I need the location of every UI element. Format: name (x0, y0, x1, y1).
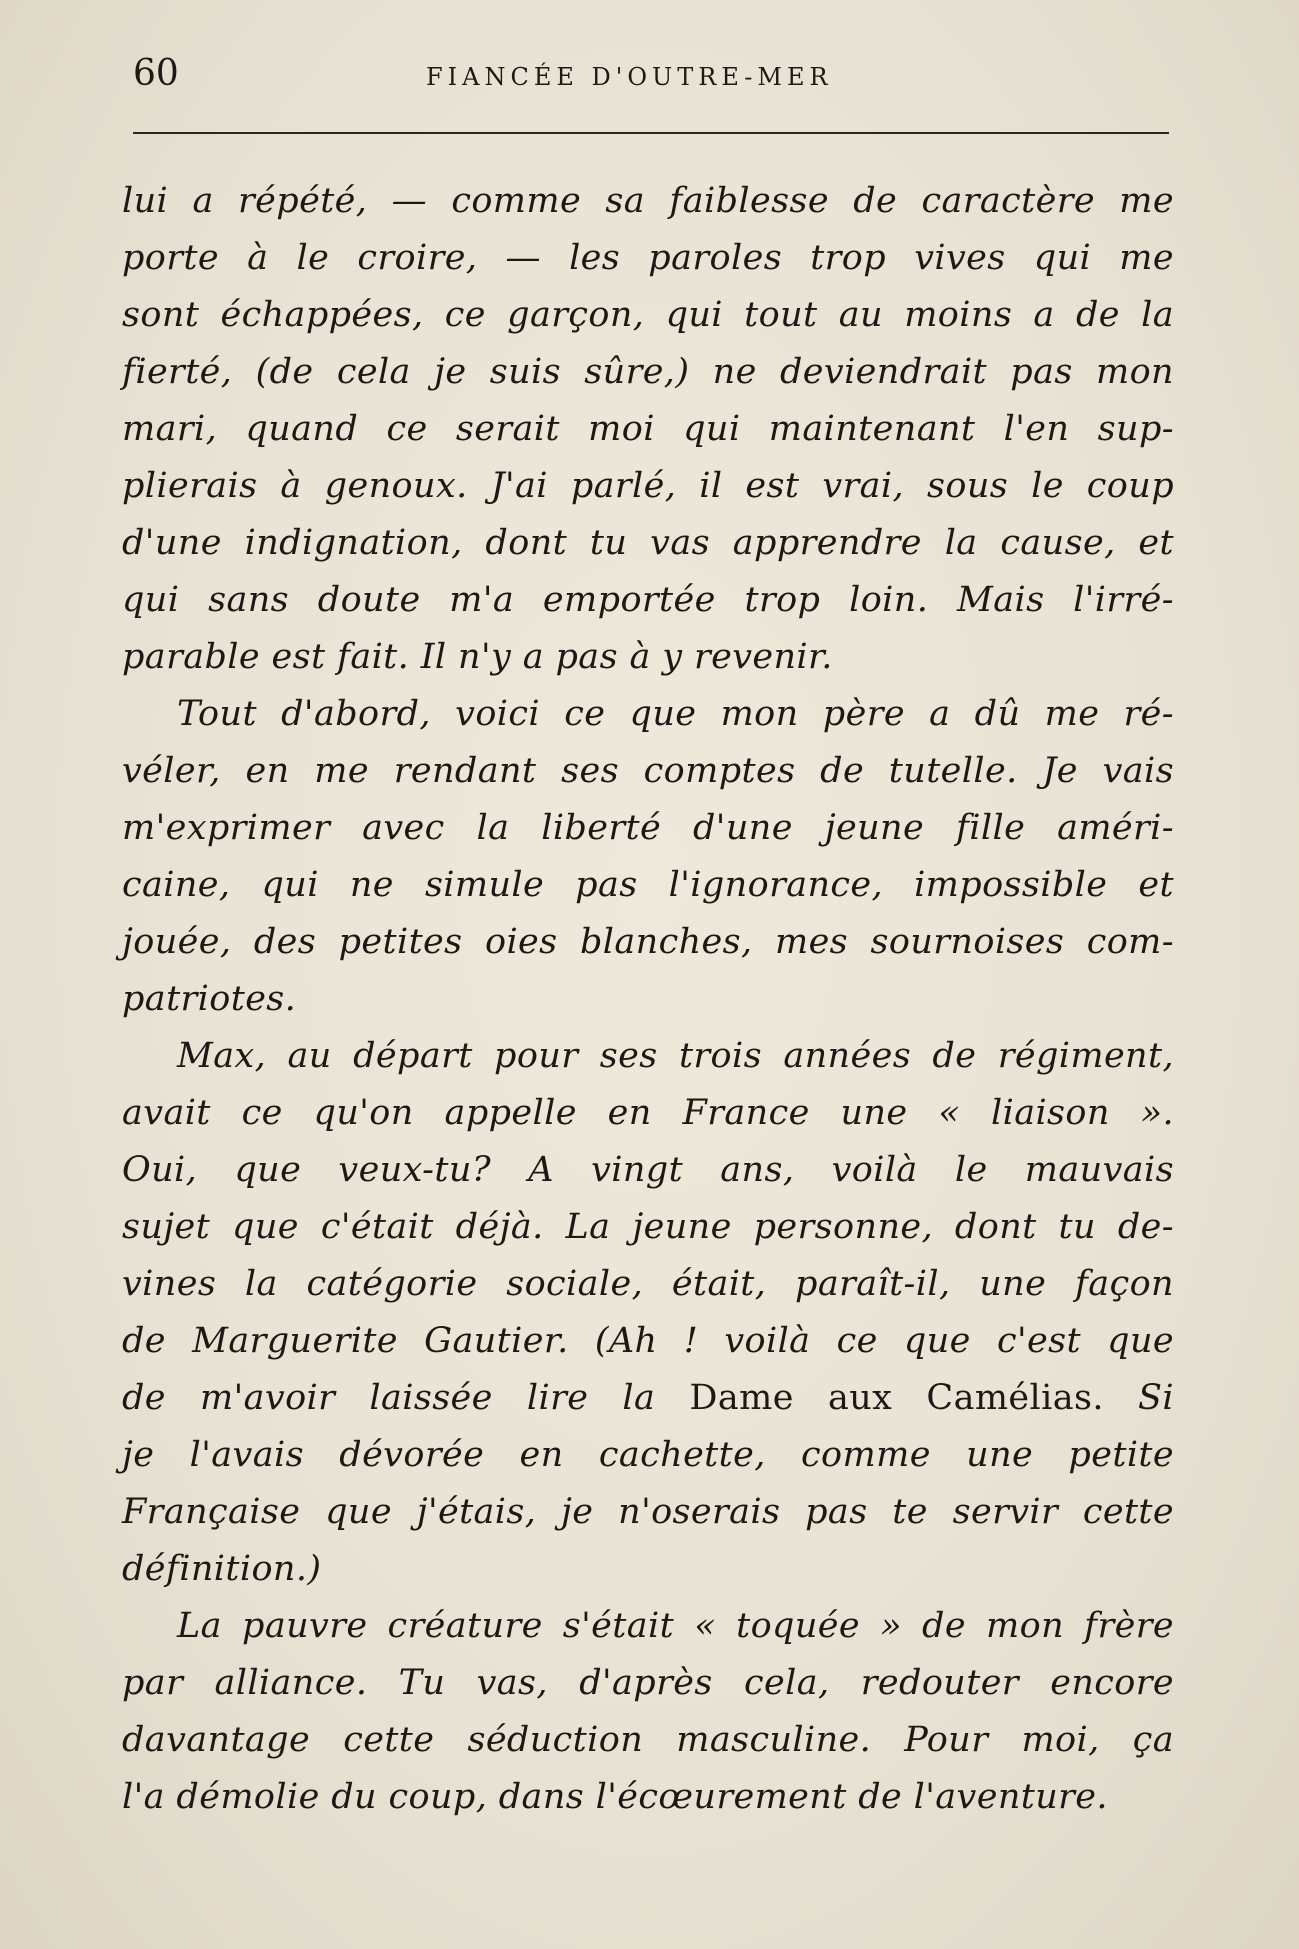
text-line: sont échappées, ce garçon, qui tout au moins a de la (122, 295, 1174, 335)
text-line: m'exprimer avec la liberté d'une jeune fille améri- (122, 808, 1174, 848)
text-line: avait ce qu'on appelle en France une « liaison ». (122, 1093, 1174, 1133)
page-header (130, 48, 1170, 108)
book-title-roman: Dame aux Camélias. (689, 1378, 1104, 1418)
text-line: Max, au départ pour ses trois années de régiment, (177, 1036, 1174, 1076)
text-line: plierais à genoux. J'ai parlé, il est vrai, sous le coup (122, 466, 1174, 506)
text-line: qui sans doute m'a emportée trop loin. Mais l'irré- (122, 580, 1174, 620)
text-line: patriotes. (122, 979, 297, 1019)
text-line-mixed (122, 1370, 1174, 1427)
text-line: La pauvre créature s'était « toquée » de mon frère (177, 1606, 1174, 1646)
text-line: Oui, que veux-tu? A vingt ans, voilà le mauvais (122, 1150, 1174, 1190)
text-line: Tout d'abord, voici ce que mon père a dû me ré- (177, 694, 1174, 734)
text-line: jouée, des petites oies blanches, mes sournoises com- (122, 922, 1174, 962)
text-line: véler, en me rendant ses comptes de tutelle. Je vais (122, 751, 1174, 791)
text-fragment: de m'avoir laissée lire la (122, 1378, 656, 1418)
text-line: par alliance. Tu vas, d'après cela, redouter encore (122, 1663, 1174, 1703)
text-line: fierté, (de cela je suis sûre,) ne deviendrait pas mon (122, 352, 1174, 392)
text-line: porte à le croire, — les paroles trop vives qui me (122, 238, 1174, 278)
text-line: définition.) (122, 1549, 322, 1589)
text-line: de Marguerite Gautier. (Ah ! voilà ce que c'est que (122, 1321, 1174, 1361)
text-line: davantage cette séduction masculine. Pour moi, ça (122, 1720, 1174, 1760)
text-fragment: Si (1138, 1378, 1174, 1418)
text-line: parable est fait. Il n'y a pas à y revenir. (122, 637, 833, 677)
text-line: l'a démolie du coup, dans l'écœurement de l'aventure. (122, 1777, 1108, 1817)
text-line: d'une indignation, dont tu vas apprendre la cause, et (122, 523, 1174, 563)
text-line: lui a répété, — comme sa faiblesse de caractère me (122, 181, 1174, 221)
page-number: 60 (133, 53, 179, 94)
text-line: vines la catégorie sociale, était, paraît-il, une façon (122, 1264, 1174, 1304)
text-line: Française que j'étais, je n'oserais pas te servir cette (122, 1492, 1174, 1532)
text-line: sujet que c'était déjà. La jeune personne, dont tu de- (122, 1207, 1174, 1247)
text-line: mari, quand ce serait moi qui maintenant l'en sup- (122, 409, 1174, 449)
body-text (122, 173, 1174, 1826)
running-title: FIANCÉE D'OUTRE-MER (426, 63, 833, 91)
text-line: caine, qui ne simule pas l'ignorance, impossible et (122, 865, 1174, 905)
text-line: je l'avais dévorée en cachette, comme une petite (122, 1435, 1174, 1475)
header-rule (133, 132, 1169, 134)
